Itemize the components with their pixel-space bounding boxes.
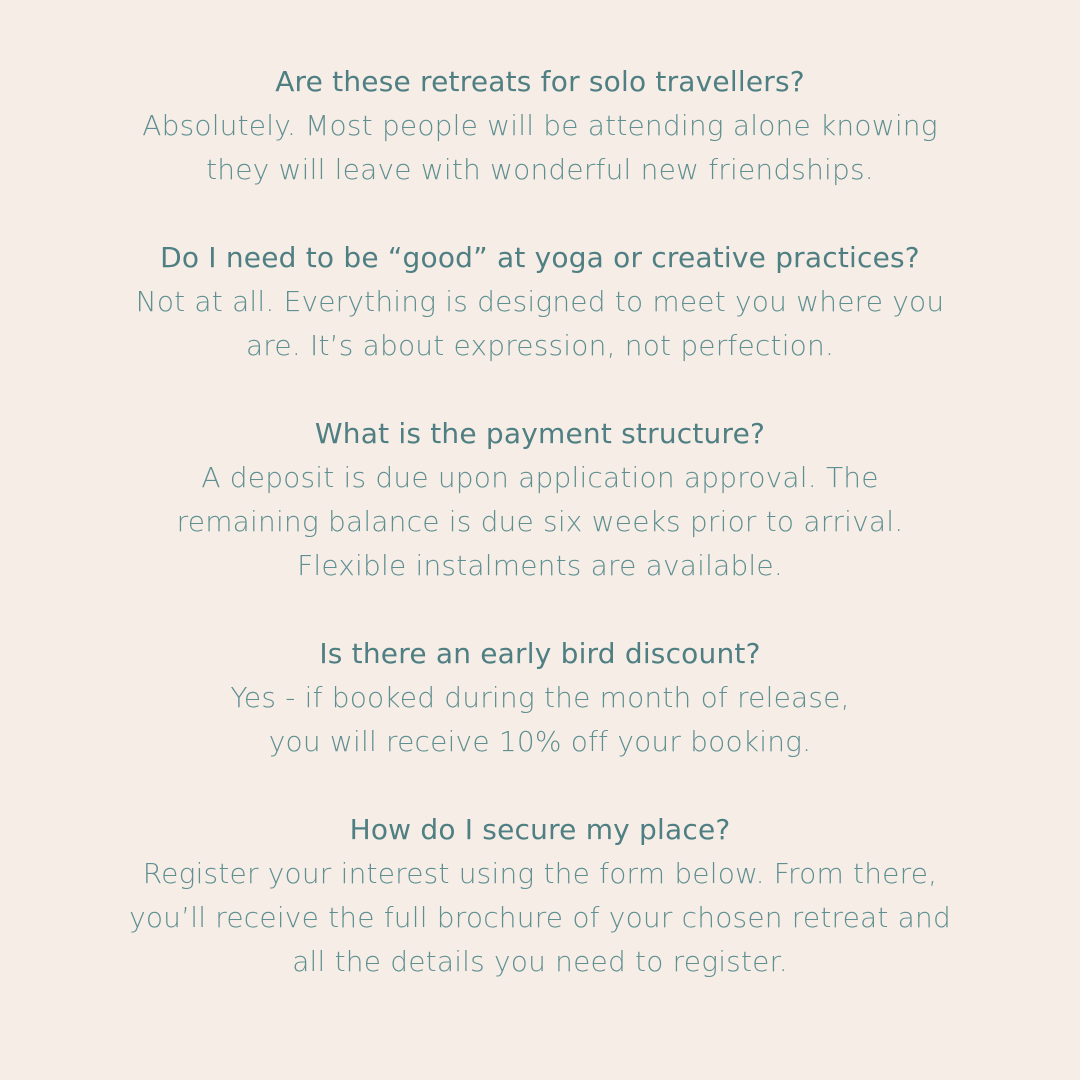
faq-item-secure-place (0, 808, 1080, 984)
faq-answer-line: Yes - if booked during the month of release, (230, 681, 850, 714)
faq-answer-line: Flexible instalments are available. (297, 549, 783, 582)
faq-answer-line: remaining balance is due six weeks prior to arrival. (176, 505, 904, 538)
faq-answer-line: all the details you need to register. (292, 945, 788, 978)
faq-item-payment-structure (0, 412, 1080, 588)
faq-answer-line: A deposit is due upon application approval. The (201, 461, 879, 494)
faq-item-early-bird (0, 632, 1080, 764)
faq-question: Do I need to be “good” at yoga or creative practices? (160, 241, 920, 274)
faq-item-experience-level (0, 236, 1080, 368)
faq-question: How do I secure my place? (349, 813, 731, 846)
faq-question: What is the payment structure? (314, 417, 766, 450)
faq-answer-line: are. It’s about expression, not perfection. (245, 329, 835, 362)
faq-question: Are these retreats for solo travellers? (275, 65, 805, 98)
faq-answer-line: Not at all. Everything is designed to meet you where you (135, 285, 945, 318)
faq-list (0, 60, 1080, 1028)
faq-answer-line: you will receive 10% off your booking. (268, 725, 812, 758)
faq-question: Is there an early bird discount? (319, 637, 761, 670)
faq-answer-line: Absolutely. Most people will be attending alone knowing (142, 109, 938, 142)
faq-answer-line: you’ll receive the full brochure of your chosen retreat and (129, 901, 951, 934)
faq-item-solo-travellers (0, 60, 1080, 192)
faq-answer-line: they will leave with wonderful new friendships. (206, 153, 874, 186)
faq-answer-line: Register your interest using the form below. From there, (142, 857, 938, 890)
